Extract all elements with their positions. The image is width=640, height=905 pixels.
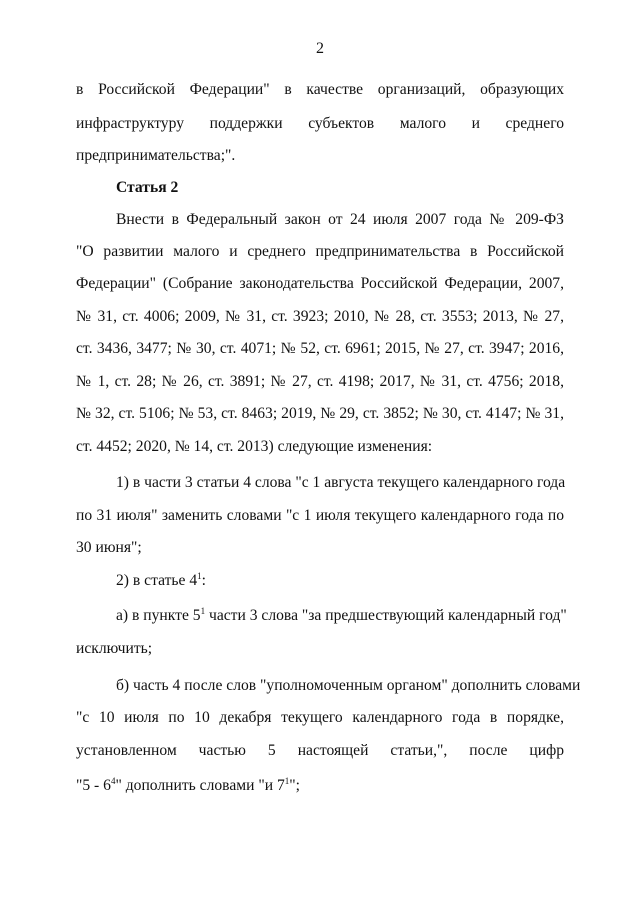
text-segment: части 3 слова "за предшествующий календарный год" [205, 607, 567, 624]
text-line [116, 606, 567, 625]
text-line: Федерации" (Собрание законодательства Российской Федерации, 2007, [76, 275, 564, 292]
text-segment: "; [289, 777, 300, 794]
text-line: "с 10 июля по 10 декабря текущего календарного года в порядке, [76, 709, 564, 726]
superscript: 4 [110, 776, 116, 786]
text-line: № 31, ст. 4006; 2009, № 31, ст. 3923; 2010, № 28, ст. 3553; 2013, № 27, [76, 308, 564, 325]
text-line [116, 572, 564, 590]
text-segment: " дополнить словами "и 7 [115, 777, 285, 794]
text-line: № 1, ст. 28; № 26, ст. 3891; № 27, ст. 4198; 2017, № 31, ст. 4756; 2018, [76, 373, 564, 390]
text-line: Внести в Федеральный закон от 24 июля 2007 года № 209-ФЗ [116, 211, 564, 228]
text-line: "О развитии малого и среднего предпринимательства в Российской [76, 243, 564, 260]
text-line: исключить; [76, 640, 153, 657]
text-line: 30 июня"; [76, 539, 142, 556]
superscript: 1 [197, 571, 202, 581]
text-line: 1) в части 3 статьи 4 слова "с 1 августа текущего календарного года [116, 474, 566, 491]
text-line: № 32, ст. 5106; № 53, ст. 8463; 2019, № 29, ст. 3852; № 30, ст. 4147; № 31, [76, 405, 564, 422]
text-segment: 2) в статье 4 [116, 572, 198, 589]
text-line: по 31 июля" заменить словами "с 1 июля текущего календарного года по [76, 507, 564, 524]
text-line: установленном частью 5 настоящей статьи,", после цифр [76, 742, 564, 759]
text-line: ст. 4452; 2020, № 14, ст. 2013) следующие изменения: [76, 438, 433, 455]
superscript: 1 [284, 776, 290, 786]
page-number: 2 [316, 40, 324, 57]
text-line: в Российской Федерации" в качестве организаций, образующих [76, 81, 564, 98]
text-line: б) часть 4 после слов "уполномоченным органом" дополнить словами [116, 677, 581, 694]
text-line: инфраструктуру поддержки субъектов малого и среднего [76, 115, 564, 132]
text-segment: а) в пункте 5 [116, 607, 201, 624]
text-line: предпринимательства;". [76, 147, 236, 164]
text-line [76, 777, 564, 795]
text-line: ст. 3436, 3477; № 30, ст. 4071; № 52, ст. 6961; 2015, № 27, ст. 3947; 2016, [76, 340, 564, 357]
superscript: 1 [200, 606, 206, 616]
text-segment: : [201, 572, 206, 589]
text-segment: "5 - 6 [76, 777, 111, 794]
article-heading: Статья 2 [116, 179, 179, 196]
